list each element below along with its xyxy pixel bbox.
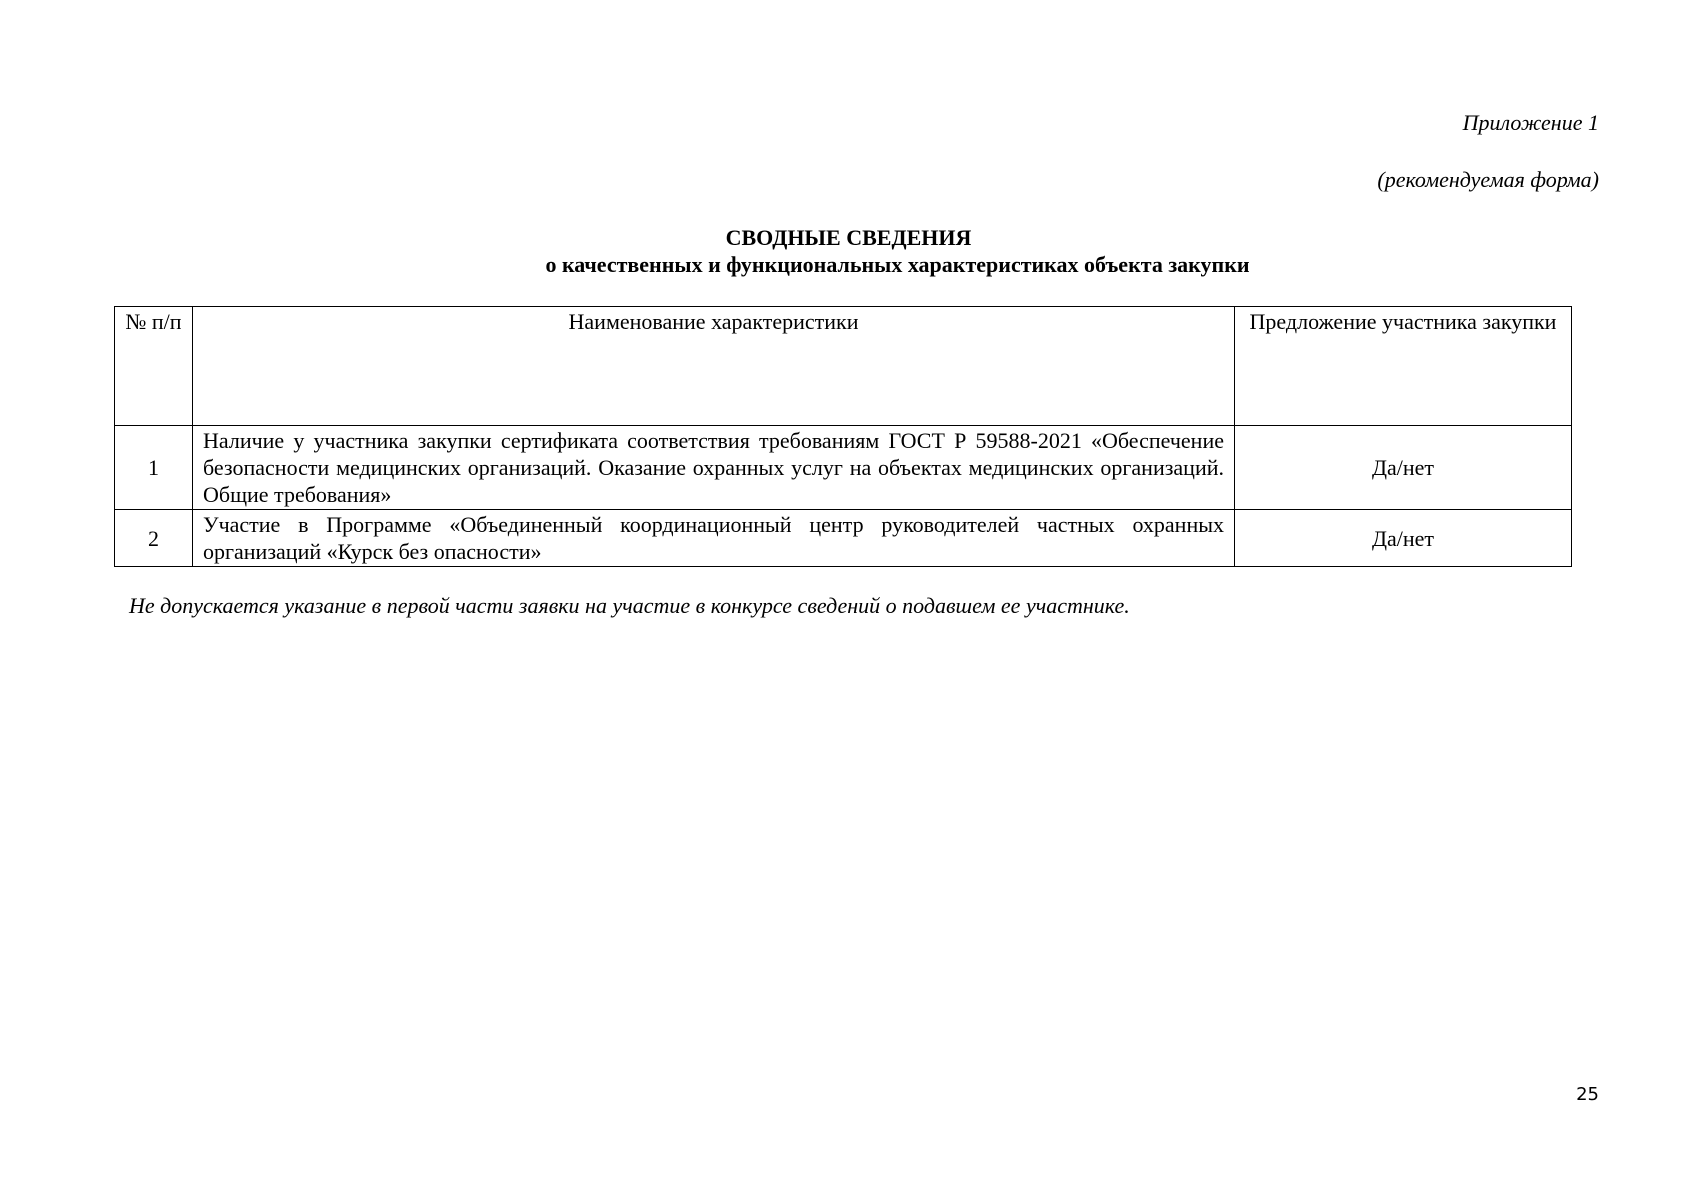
footnote: Не допускается указание в первой части заявки на участие в конкурсе сведений о подавшем ее участнике. xyxy=(129,593,1130,618)
row-number: 2 xyxy=(115,510,193,567)
document-title xyxy=(0,224,1697,278)
title-main: СВОДНЫЕ СВЕДЕНИЯ xyxy=(725,225,972,250)
participant-offer: Да/нет xyxy=(1235,426,1572,510)
page-number: 25 xyxy=(1576,1084,1599,1105)
table-row xyxy=(115,426,1572,510)
form-note: (рекомендуемая форма) xyxy=(1377,167,1599,192)
column-header-number: № п/п xyxy=(115,307,193,426)
table-row xyxy=(115,510,1572,567)
table-header-row xyxy=(115,307,1572,426)
title-subtitle: о качественных и функциональных характеристиках объекта закупки xyxy=(545,252,1250,277)
column-header-offer: Предложение участника закупки xyxy=(1235,307,1572,426)
row-number: 1 xyxy=(115,426,193,510)
characteristic-name: Наличие у участника закупки сертификата соответствия требованиям ГОСТ Р 59588-2021 «Обеспечение безопасности медицинских организаций. Оказание охранных услуг на объектах медицинских организаций. Общие требования» xyxy=(193,426,1235,510)
participant-offer: Да/нет xyxy=(1235,510,1572,567)
characteristic-name: Участие в Программе «Объединенный координационный центр руководителей частных охранных организаций «Курск без опасности» xyxy=(193,510,1235,567)
appendix-label: Приложение 1 xyxy=(1462,110,1599,135)
characteristics-table xyxy=(114,306,1572,567)
column-header-name: Наименование характеристики xyxy=(193,307,1235,426)
